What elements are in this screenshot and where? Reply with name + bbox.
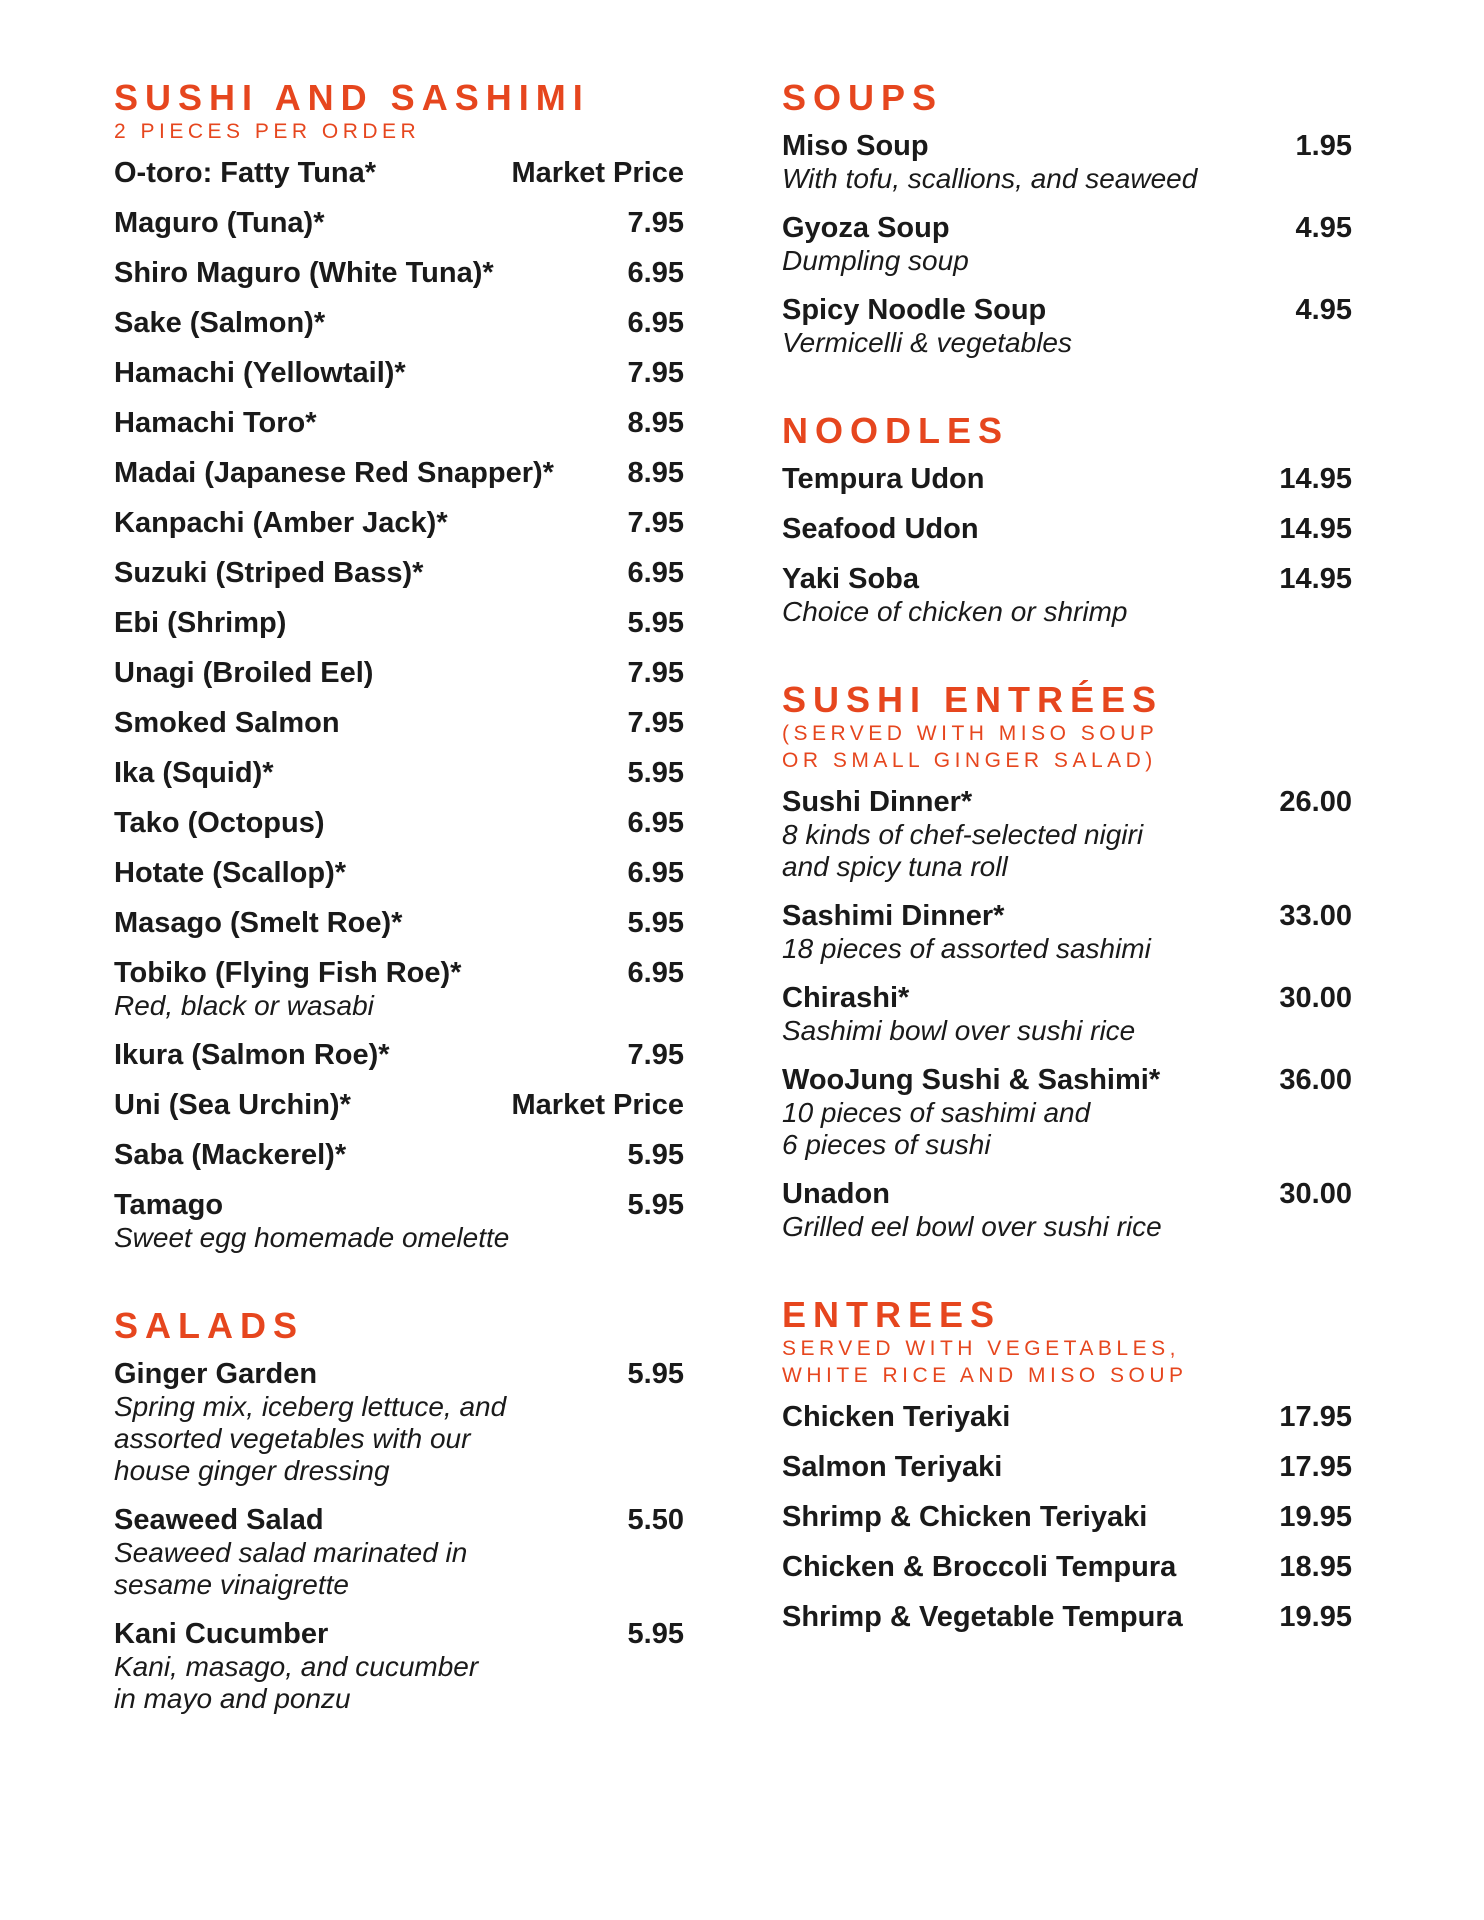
menu-item-row xyxy=(782,294,1352,327)
menu-item-row xyxy=(782,1178,1352,1211)
item-description: Choice of chicken or shrimp xyxy=(782,596,1128,627)
menu-item xyxy=(114,657,684,690)
menu-item-list xyxy=(114,1358,684,1715)
menu-item-row xyxy=(114,457,684,490)
menu-item-list xyxy=(782,1401,1352,1634)
item-price: 5.50 xyxy=(627,1504,684,1536)
menu-item-list xyxy=(782,463,1352,628)
menu-item-row xyxy=(114,1504,684,1537)
section-subtitle: SERVED WITH VEGETABLES, WHITE RICE AND MISO SOUP xyxy=(782,1337,1188,1387)
menu-item xyxy=(782,1401,1352,1434)
item-price: 19.95 xyxy=(1279,1601,1352,1633)
menu-item-row xyxy=(782,982,1352,1015)
section-title: SUSHI ENTRÉES xyxy=(782,679,1164,720)
item-price: 14.95 xyxy=(1279,563,1352,595)
item-name: Saba (Mackerel)* xyxy=(114,1139,347,1171)
menu-item-row xyxy=(114,1139,684,1172)
item-description: Vermicelli & vegetables xyxy=(782,327,1072,358)
item-price: 26.00 xyxy=(1279,786,1352,818)
item-name: Kani Cucumber xyxy=(114,1618,329,1650)
menu-item-row xyxy=(782,900,1352,933)
item-name: Ika (Squid)* xyxy=(114,757,274,789)
item-name: Maguro (Tuna)* xyxy=(114,207,325,239)
menu-item xyxy=(114,857,684,890)
item-name: WooJung Sushi & Sashimi* xyxy=(782,1064,1161,1096)
item-description: With tofu, scallions, and seaweed xyxy=(782,163,1198,194)
item-name: Shiro Maguro (White Tuna)* xyxy=(114,257,494,289)
item-name: Gyoza Soup xyxy=(782,212,950,244)
menu-item xyxy=(782,130,1352,195)
menu-item xyxy=(114,407,684,440)
menu-item-row xyxy=(114,157,684,190)
menu-item-row xyxy=(114,557,684,590)
item-price: 6.95 xyxy=(627,807,684,839)
section-sushi-entrees xyxy=(782,680,1352,1243)
menu-item xyxy=(114,257,684,290)
item-name: O-toro: Fatty Tuna* xyxy=(114,157,377,189)
menu-item-row xyxy=(114,307,684,340)
menu-item xyxy=(114,1504,684,1601)
item-price: 4.95 xyxy=(1295,212,1352,244)
menu-item-row xyxy=(114,407,684,440)
item-name: Shrimp & Chicken Teriyaki xyxy=(782,1501,1148,1533)
menu-item-row xyxy=(114,207,684,240)
menu-item xyxy=(114,907,684,940)
item-description: 8 kinds of chef-selected nigiri and spicy tuna roll xyxy=(782,819,1144,882)
item-price: 5.95 xyxy=(627,1618,684,1650)
menu-item-row xyxy=(114,1189,684,1222)
item-description: Seaweed salad marinated in sesame vinaigrette xyxy=(114,1537,468,1600)
menu-item xyxy=(782,900,1352,965)
menu-item-row xyxy=(782,1451,1352,1484)
section-noodles xyxy=(782,411,1352,628)
menu-item-row xyxy=(114,957,684,990)
menu-item-row xyxy=(782,1501,1352,1534)
menu-item-row xyxy=(782,1064,1352,1097)
item-price: 33.00 xyxy=(1279,900,1352,932)
item-name: Hamachi (Yellowtail)* xyxy=(114,357,406,389)
item-price: 5.95 xyxy=(627,607,684,639)
menu-item xyxy=(114,1189,684,1254)
item-price: 30.00 xyxy=(1279,1178,1352,1210)
menu-item xyxy=(782,1551,1352,1584)
menu-item-row xyxy=(782,1601,1352,1634)
item-description: Sweet egg homemade omelette xyxy=(114,1222,510,1253)
item-name: Unadon xyxy=(782,1178,890,1210)
menu-item-row xyxy=(782,130,1352,163)
item-price: 7.95 xyxy=(627,657,684,689)
menu-item xyxy=(114,1358,684,1487)
item-price: 4.95 xyxy=(1295,294,1352,326)
item-price: 6.95 xyxy=(627,557,684,589)
item-price: 1.95 xyxy=(1295,130,1352,162)
item-name: Tempura Udon xyxy=(782,463,985,495)
menu-item-row xyxy=(114,507,684,540)
item-price: 19.95 xyxy=(1279,1501,1352,1533)
menu-item xyxy=(782,786,1352,883)
item-description: Red, black or wasabi xyxy=(114,990,374,1021)
menu-item-row xyxy=(114,607,684,640)
item-name: Tako (Octopus) xyxy=(114,807,325,839)
item-name: Tamago xyxy=(114,1189,224,1221)
menu-item xyxy=(782,1178,1352,1243)
item-price: 5.95 xyxy=(627,757,684,789)
item-price: Market Price xyxy=(511,1089,684,1121)
item-name: Sake (Salmon)* xyxy=(114,307,326,339)
menu-item xyxy=(114,1618,684,1715)
item-price: 18.95 xyxy=(1279,1551,1352,1583)
item-price: 7.95 xyxy=(627,1039,684,1071)
menu-item-row xyxy=(782,786,1352,819)
item-name: Yaki Soba xyxy=(782,563,920,595)
section-subtitle: 2 PIECES PER ORDER xyxy=(114,120,421,143)
section-salads xyxy=(114,1306,684,1715)
menu-item xyxy=(782,212,1352,277)
menu-item-row xyxy=(782,1551,1352,1584)
section-sushi-and-sashimi xyxy=(114,78,684,1254)
menu-item xyxy=(114,1039,684,1072)
menu-item xyxy=(114,557,684,590)
menu-item-row xyxy=(782,563,1352,596)
item-price: 30.00 xyxy=(1279,982,1352,1014)
item-name: Masago (Smelt Roe)* xyxy=(114,907,403,939)
item-name: Miso Soup xyxy=(782,130,929,162)
menu-item-row xyxy=(114,707,684,740)
item-name: Hotate (Scallop)* xyxy=(114,857,347,889)
item-price: 5.95 xyxy=(627,1139,684,1171)
item-name: Suzuki (Striped Bass)* xyxy=(114,557,424,589)
menu-item-row xyxy=(782,1401,1352,1434)
menu-item-row xyxy=(782,513,1352,546)
item-name: Ebi (Shrimp) xyxy=(114,607,287,639)
item-name: Seaweed Salad xyxy=(114,1504,324,1536)
menu-item-list xyxy=(782,786,1352,1243)
section-entrees xyxy=(782,1295,1352,1634)
menu-item xyxy=(782,513,1352,546)
item-name: Smoked Salmon xyxy=(114,707,340,739)
section-soups xyxy=(782,78,1352,359)
menu-item xyxy=(114,807,684,840)
item-price: 5.95 xyxy=(627,1189,684,1221)
menu-item xyxy=(114,1139,684,1172)
item-name: Hamachi Toro* xyxy=(114,407,317,439)
menu-item-row xyxy=(114,1089,684,1122)
item-name: Ginger Garden xyxy=(114,1358,318,1390)
item-name: Uni (Sea Urchin)* xyxy=(114,1089,351,1121)
item-description: 10 pieces of sashimi and 6 pieces of sushi xyxy=(782,1097,1091,1160)
item-name: Salmon Teriyaki xyxy=(782,1451,1003,1483)
menu-column-right xyxy=(782,78,1352,1686)
item-price: 8.95 xyxy=(627,407,684,439)
item-price: 6.95 xyxy=(627,307,684,339)
section-title: SALADS xyxy=(114,1305,305,1346)
item-price: 7.95 xyxy=(627,707,684,739)
item-price: 5.95 xyxy=(627,1358,684,1390)
menu-item xyxy=(114,357,684,390)
item-name: Shrimp & Vegetable Tempura xyxy=(782,1601,1183,1633)
item-name: Sushi Dinner* xyxy=(782,786,973,818)
menu-item-row xyxy=(114,1039,684,1072)
item-price: Market Price xyxy=(511,157,684,189)
item-name: Tobiko (Flying Fish Roe)* xyxy=(114,957,462,989)
item-name: Chirashi* xyxy=(782,982,910,1014)
menu-item xyxy=(114,957,684,1022)
item-price: 7.95 xyxy=(627,507,684,539)
menu-item-row xyxy=(114,807,684,840)
menu-item-list xyxy=(782,130,1352,359)
item-price: 17.95 xyxy=(1279,1451,1352,1483)
menu-item-list xyxy=(114,157,684,1254)
menu-item xyxy=(782,563,1352,628)
item-description: Kani, masago, and cucumber in mayo and ponzu xyxy=(114,1651,479,1714)
item-name: Chicken & Broccoli Tempura xyxy=(782,1551,1177,1583)
menu-item xyxy=(114,1089,684,1122)
item-price: 7.95 xyxy=(627,357,684,389)
item-description: Grilled eel bowl over sushi rice xyxy=(782,1211,1162,1242)
menu-item xyxy=(114,207,684,240)
item-price: 5.95 xyxy=(627,907,684,939)
menu-item xyxy=(782,982,1352,1047)
menu-item xyxy=(114,157,684,190)
item-price: 14.95 xyxy=(1279,463,1352,495)
menu-item-row xyxy=(114,857,684,890)
menu-item-row xyxy=(114,657,684,690)
menu-item xyxy=(114,457,684,490)
menu-item xyxy=(114,707,684,740)
item-price: 14.95 xyxy=(1279,513,1352,545)
item-name: Ikura (Salmon Roe)* xyxy=(114,1039,390,1071)
section-title: SUSHI AND SASHIMI xyxy=(114,77,590,118)
menu-item-row xyxy=(114,907,684,940)
item-name: Seafood Udon xyxy=(782,513,979,545)
section-subtitle: (SERVED WITH MISO SOUP OR SMALL GINGER SALAD) xyxy=(782,722,1159,772)
menu-item-row xyxy=(782,212,1352,245)
section-title: SOUPS xyxy=(782,77,944,118)
item-price: 6.95 xyxy=(627,957,684,989)
menu-item-row xyxy=(114,757,684,790)
item-description: Sashimi bowl over sushi rice xyxy=(782,1015,1136,1046)
menu-item xyxy=(114,757,684,790)
item-name: Chicken Teriyaki xyxy=(782,1401,1011,1433)
item-name: Spicy Noodle Soup xyxy=(782,294,1047,326)
menu-item-row xyxy=(114,357,684,390)
menu-item xyxy=(782,294,1352,359)
menu-item xyxy=(782,1064,1352,1161)
item-description: 18 pieces of assorted sashimi xyxy=(782,933,1151,964)
menu-item xyxy=(114,607,684,640)
section-title: ENTREES xyxy=(782,1294,1002,1335)
item-description: Spring mix, iceberg lettuce, and assorted vegetables with our house ginger dressing xyxy=(114,1391,507,1486)
menu-item xyxy=(114,307,684,340)
item-price: 17.95 xyxy=(1279,1401,1352,1433)
menu-item-row xyxy=(114,257,684,290)
menu-item xyxy=(114,507,684,540)
item-name: Unagi (Broiled Eel) xyxy=(114,657,374,689)
menu-item xyxy=(782,463,1352,496)
menu-item-row xyxy=(782,463,1352,496)
menu-item-row xyxy=(114,1618,684,1651)
menu-item-row xyxy=(114,1358,684,1391)
menu-item xyxy=(782,1501,1352,1534)
item-price: 6.95 xyxy=(627,257,684,289)
item-description: Dumpling soup xyxy=(782,245,969,276)
menu-item xyxy=(782,1451,1352,1484)
item-price: 6.95 xyxy=(627,857,684,889)
item-price: 36.00 xyxy=(1279,1064,1352,1096)
item-price: 7.95 xyxy=(627,207,684,239)
item-name: Sashimi Dinner* xyxy=(782,900,1005,932)
section-title: NOODLES xyxy=(782,410,1010,451)
menu-column-left xyxy=(114,78,684,1767)
menu-item xyxy=(782,1601,1352,1634)
item-price: 8.95 xyxy=(627,457,684,489)
item-name: Kanpachi (Amber Jack)* xyxy=(114,507,448,539)
item-name: Madai (Japanese Red Snapper)* xyxy=(114,457,554,489)
